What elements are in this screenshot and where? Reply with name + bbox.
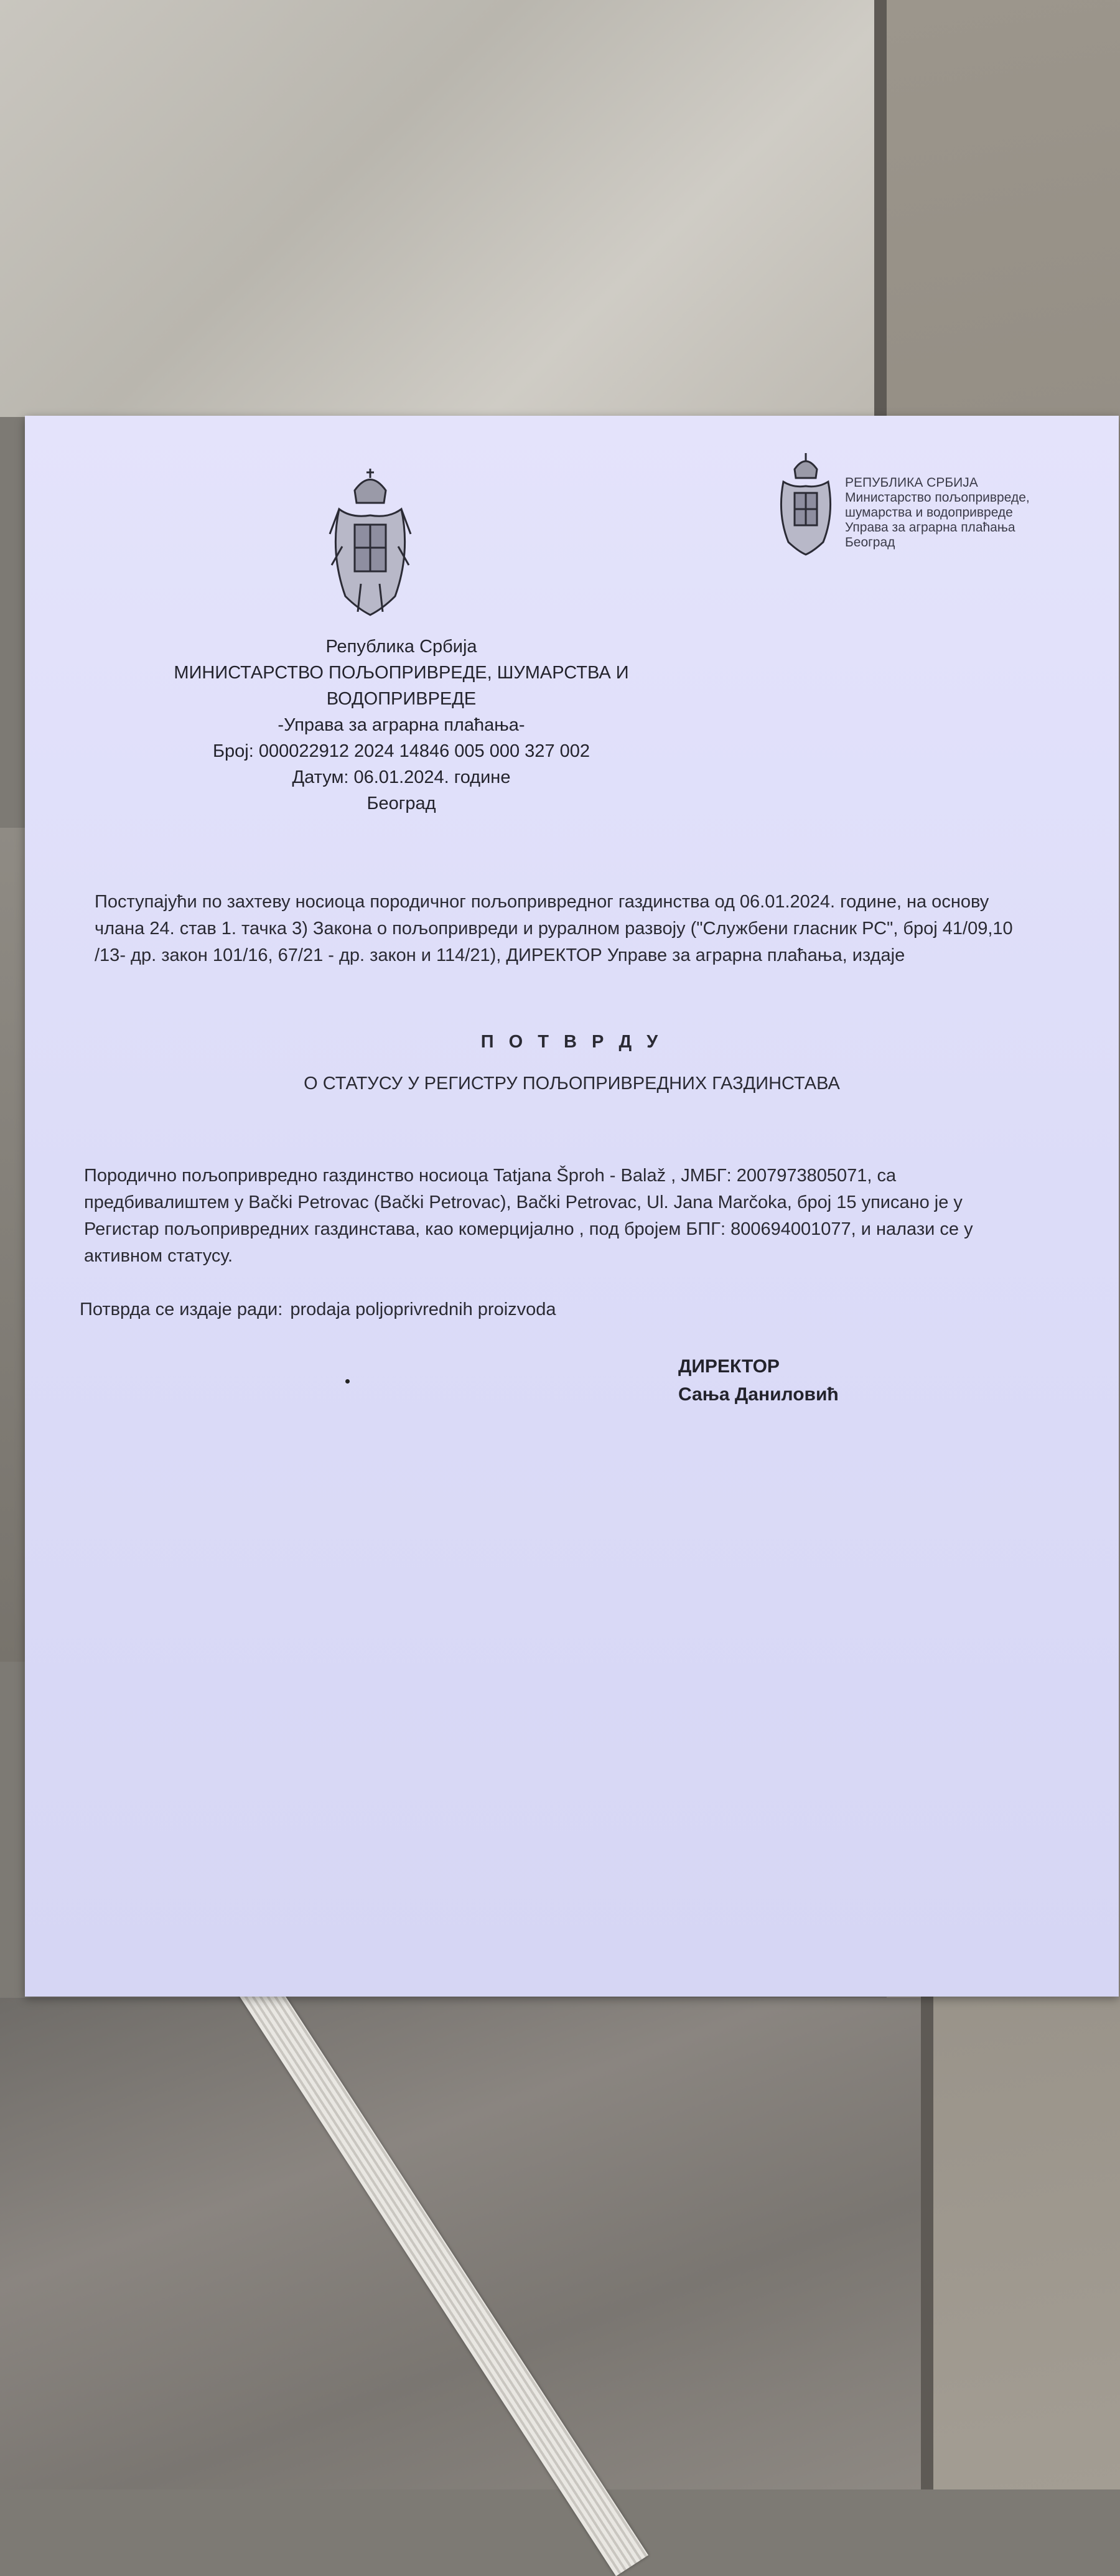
agency-name: -Управа за аграрна плаћања- xyxy=(278,715,525,735)
corner-header-line: шумарства и водопривреде xyxy=(845,505,1013,520)
director-name: Сања Даниловић xyxy=(678,1384,839,1405)
purpose-line xyxy=(80,1300,556,1320)
body-line: предбивалиштем у Bački Petrovac (Bački Petrovac), Bački Petrovac, Ul. Jana Marčoka, број 15 уписано је у xyxy=(84,1192,963,1212)
document-header xyxy=(106,634,697,817)
republic-name: Република Србија xyxy=(325,637,477,657)
body-paragraph xyxy=(84,1163,1080,1270)
signature-block xyxy=(678,1352,839,1408)
purpose-label: Потврда се издаје ради: xyxy=(80,1300,283,1319)
document-city: Београд xyxy=(366,794,436,813)
ministry-name-cont: ВОДОПРИВРЕДЕ xyxy=(326,689,477,709)
director-title: ДИРЕКТОР xyxy=(678,1356,780,1377)
tile-grout xyxy=(874,0,887,417)
floor-tile-top xyxy=(0,0,874,417)
body-line: Регистар пољопривредних газдинстава, као комерцијално , под бројем БПГ: 800694001077, и налази се у xyxy=(84,1219,973,1239)
ink-dot xyxy=(345,1379,350,1384)
floor-tile-bottom xyxy=(0,1998,921,2489)
corner-header-line: РЕПУБЛИКА СРБИЈА xyxy=(845,475,978,490)
intro-line: /13- др. закон 101/16, 67/21 - др. закон и 114/21), ДИРЕКТОР Управе за аграрна плаћања, издаје xyxy=(95,945,905,965)
corner-header xyxy=(845,475,1030,550)
body-line: Породично пољопривредно газдинство носиоца Tatjana Šproh - Balaž , ЈМБГ: 2007973805071, са xyxy=(84,1166,897,1186)
intro-line: Поступајући по захтеву носиоца породичног пољопривредног газдинства од 06.01.2024. године, на основу xyxy=(95,892,989,912)
document-date: Датум: 06.01.2024. године xyxy=(292,767,511,787)
corner-header-line: Београд xyxy=(845,535,895,550)
intro-paragraph xyxy=(95,889,1078,969)
purpose-value: prodaja poljoprivrednih proizvoda xyxy=(290,1300,556,1319)
serbian-coat-of-arms-icon xyxy=(327,466,414,621)
ministry-name: МИНИСТАРСТВО ПОЉОПРИВРЕДЕ, ШУМАРСТВА И xyxy=(174,663,629,683)
document-number: Број: 000022912 2024 14846 005 000 327 002 xyxy=(212,741,590,761)
document-title: П О Т В Р Д У xyxy=(480,1032,663,1052)
serbian-coat-of-arms-icon xyxy=(775,452,837,558)
body-line: активном статусу. xyxy=(84,1246,233,1266)
corner-header-line: Министарство пољопривреде, xyxy=(845,490,1030,505)
document-paper xyxy=(25,416,1119,1997)
corner-header-line: Управа за аграрна плаћања xyxy=(845,520,1015,535)
tile-grout xyxy=(921,1992,933,2489)
intro-line: члана 24. став 1. тачка 3) Закона о пољопривреди и руралном развоју ("Службени гласник РС", број 41/09,10 xyxy=(95,919,1013,939)
document-subtitle: О СТАТУСУ У РЕГИСТРУ ПОЉОПРИВРЕДНИХ ГАЗДИНСТАВА xyxy=(304,1074,840,1094)
